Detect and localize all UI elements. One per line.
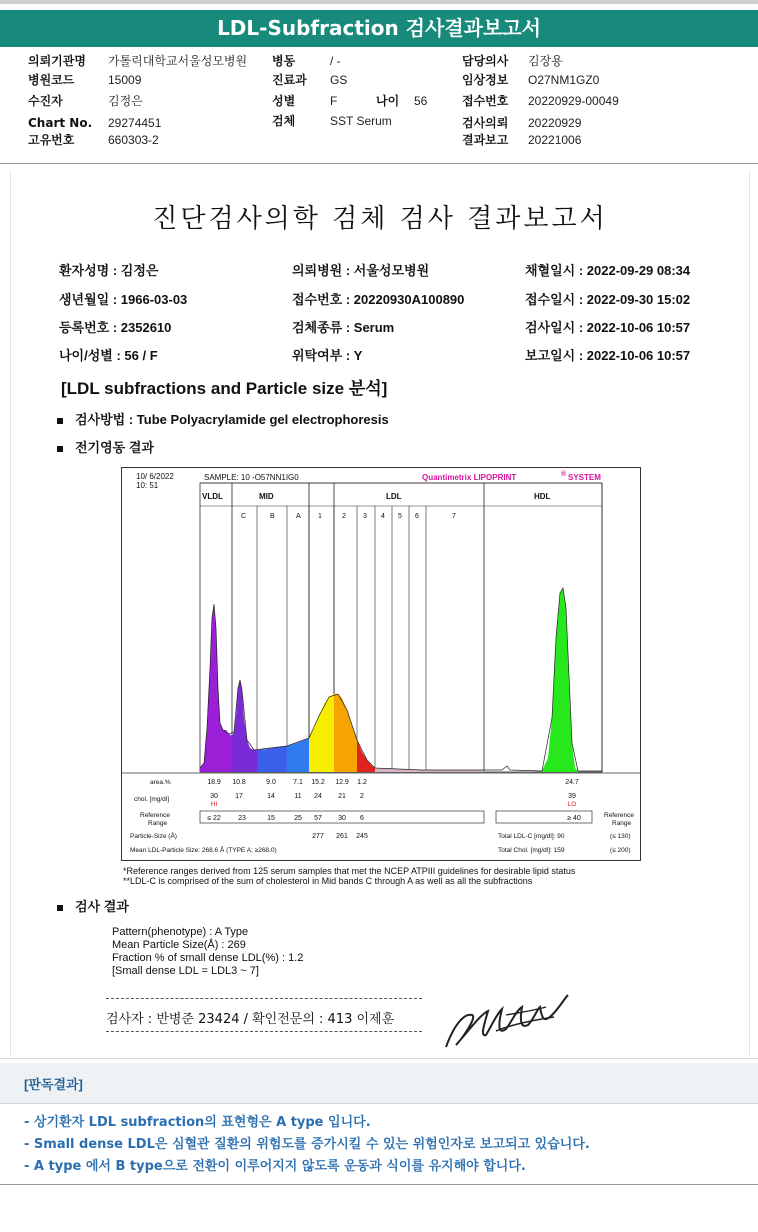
- chol-value: 17: [235, 793, 243, 800]
- area-value: 7.1: [293, 779, 303, 786]
- info-field: 등록번호 : 2352610: [59, 320, 172, 335]
- info-field: 보고일시 : 2022-10-06 10:57: [525, 348, 691, 363]
- header-label: 접수번호: [462, 94, 509, 108]
- row-label-size: Particle-Size (Å): [130, 833, 177, 840]
- bullet-icon: [57, 905, 63, 911]
- mid-band-label: C: [241, 513, 247, 520]
- header-label: 수진자: [28, 94, 63, 108]
- info-field: 검체종류 : Serum: [292, 320, 395, 335]
- header-label: Chart No.: [28, 116, 93, 130]
- area-value: 24.7: [565, 779, 579, 786]
- header-label: 진료과: [272, 73, 307, 87]
- ldl-band-label: 2: [342, 513, 346, 520]
- header-value: 김장용: [528, 54, 563, 68]
- header-value: / -: [330, 54, 341, 68]
- finding-line: - 상기환자 LDL subfraction의 표현형은 A type 입니다.: [24, 1115, 371, 1130]
- header-label: 나이: [376, 94, 400, 108]
- sample-id: SAMPLE: 10 -O57NN1IG0: [204, 473, 299, 482]
- region-label-mid: MID: [259, 492, 274, 501]
- area-value: 15.2: [311, 779, 325, 786]
- section-divider: [0, 1103, 758, 1104]
- findings-header: [0, 1063, 758, 1103]
- info-field: 생년월일 : 1966-03-03: [59, 292, 188, 307]
- header-label: 병원코드: [28, 73, 75, 87]
- reference-value: 30: [338, 815, 346, 822]
- result-title: 검사 결과: [75, 899, 129, 914]
- electro-title: 전기영동 결과: [75, 440, 154, 455]
- mean-size-line: Mean LDL-Particle Size: 268.6 Å (TYPE A; ≥268.0): [130, 847, 277, 854]
- density-curve: [200, 588, 602, 771]
- findings-body: [24, 1112, 590, 1178]
- particle-size: 261: [336, 833, 348, 840]
- info-field: 나이/성별 : 56 / F: [59, 348, 158, 363]
- mid-band-label: B: [270, 513, 275, 520]
- result-line: Fraction % of small dense LDL(%) : 1.2: [112, 952, 304, 964]
- reference-value: ≤ 22: [207, 815, 221, 822]
- ldl-band-label: 1: [318, 513, 322, 520]
- brand-suffix: SYSTEM: [568, 473, 601, 482]
- flag-lo: LO: [567, 801, 577, 808]
- info-field: 환자성명 : 김정은: [59, 263, 159, 278]
- total-chol: Total Chol. [mg/dl]: 159: [498, 847, 565, 854]
- report-title: 진단검사의학 검체 검사 결과보고서: [152, 204, 608, 234]
- signature-rule: [106, 998, 422, 999]
- particle-size: 277: [312, 833, 324, 840]
- region-label-ldl: LDL: [386, 492, 402, 501]
- chol-value: 11: [294, 793, 302, 800]
- reference-right-label: Range: [612, 820, 632, 827]
- area-value: 1.2: [357, 779, 367, 786]
- header-value: O27NM1GZ0: [528, 73, 600, 87]
- header-label: 담당의사: [462, 54, 509, 68]
- brand-label: Quantimetrix LIPOPRINT: [422, 473, 517, 482]
- signature-rule: [106, 1031, 422, 1032]
- lipoprint-chart: [121, 467, 641, 861]
- ldl1-area: [309, 694, 334, 772]
- result-block: [112, 926, 303, 978]
- header-value: 김정은: [108, 94, 143, 108]
- header-label: 검사의뢰: [462, 116, 509, 130]
- header-label: 검체: [272, 114, 296, 128]
- reference-value: 23: [238, 815, 246, 822]
- info-field: 접수일시 : 2022-09-30 15:02: [525, 292, 691, 307]
- electrophoresis-plot: [122, 468, 640, 860]
- header-value: 660303-2: [108, 133, 159, 147]
- total-ldl: Total LDL-C [mg/dl]: 90: [498, 833, 565, 840]
- particle-size: 245: [356, 833, 368, 840]
- reference-value: 15: [267, 815, 275, 822]
- reference-value: 57: [314, 815, 322, 822]
- info-field: 위탁여부 : Y: [292, 348, 363, 363]
- finding-line: - Small dense LDL은 심혈관 질환의 위험도를 증가시킬 수 있는 위험인자로 보고되고 있습니다.: [24, 1137, 590, 1152]
- total-ldl-ref: (≤ 130): [610, 833, 631, 840]
- row-label-ref: Reference: [140, 812, 170, 819]
- info-field: 의뢰병원 : 서울성모병원: [292, 263, 430, 278]
- ldl-band-label: 5: [398, 513, 402, 520]
- ldl-band-label: 4: [381, 513, 385, 520]
- mid-c-area: [232, 680, 257, 772]
- header-label: 임상정보: [462, 73, 509, 87]
- chol-value: 14: [267, 793, 275, 800]
- page-title: LDL-Subfraction 검사결과보고서: [0, 10, 758, 47]
- area-value: 12.9: [335, 779, 349, 786]
- result-line: Pattern(phenotype) : A Type: [112, 926, 249, 938]
- header-value: 20220929: [528, 116, 582, 130]
- header-label: 성별: [272, 94, 296, 108]
- electro-heading: [57, 437, 154, 456]
- region-label-vldl: VLDL: [202, 492, 223, 501]
- brand-mark: ®: [561, 471, 567, 478]
- chol-value: 39: [568, 793, 576, 800]
- bullet-icon: [57, 418, 63, 424]
- chart-note: **LDL-C is comprised of the sum of cholesterol in Mid bands C through A as well as all the subfractions: [123, 876, 533, 886]
- header-value: F: [330, 94, 338, 108]
- mid-a-area: [287, 738, 309, 772]
- mid-band-label: A: [296, 513, 301, 520]
- reference-value: ≥ 40: [567, 815, 581, 822]
- bullet-icon: [57, 446, 63, 452]
- header-value: 20221006: [528, 133, 582, 147]
- chol-value: 2: [360, 793, 364, 800]
- method-text: 검사방법 : Tube Polyacrylamide gel electrophoresis: [75, 412, 389, 427]
- info-field: 접수번호 : 20220930A100890: [292, 292, 465, 307]
- header-label: 의뢰기관명: [28, 54, 86, 68]
- ldl-band-label: 6: [415, 513, 419, 520]
- row-label-chol: chol. [mg/dl]: [134, 796, 170, 803]
- ldl-band-label: 3: [363, 513, 367, 520]
- row-label-ref: Range: [148, 820, 168, 827]
- header-label: 병동: [272, 54, 296, 68]
- findings-title: [판독결과]: [24, 1077, 83, 1092]
- region-label-hdl: HDL: [534, 492, 551, 501]
- signature-line: 검사자 : 반병준 23424 / 확인전문의 : 413 이제훈: [106, 1012, 395, 1027]
- header-value: 56: [414, 94, 428, 108]
- area-value: 10.8: [232, 779, 246, 786]
- report-document: [10, 170, 750, 1055]
- area-value: 9.0: [266, 779, 276, 786]
- total-chol-ref: (≤ 200): [610, 847, 631, 854]
- chart-time: 10: 51: [136, 481, 159, 490]
- chol-value: 21: [338, 793, 346, 800]
- bottom-divider: [0, 1184, 758, 1185]
- handwritten-signature: [436, 985, 571, 1055]
- method-line: [57, 409, 389, 428]
- header-value: GS: [330, 73, 348, 87]
- chol-value: 24: [314, 793, 322, 800]
- flag-hi: HI: [210, 801, 218, 808]
- info-field: 채혈일시 : 2022-09-29 08:34: [525, 263, 691, 278]
- header-divider: [0, 163, 758, 164]
- ldl-band-label: 7: [452, 513, 456, 520]
- chol-value: 30: [210, 793, 218, 800]
- reference-right-label: Reference: [604, 812, 634, 819]
- finding-line: - A type 에서 B type으로 전환이 이루어지지 않도록 운동과 식이를 유지해야 합니다.: [24, 1159, 526, 1174]
- header-value: 15009: [108, 73, 142, 87]
- header-row: [28, 52, 86, 70]
- header-value: 29274451: [108, 116, 162, 130]
- result-line: [Small dense LDL = LDL3 ~ 7]: [112, 965, 259, 977]
- chart-date: 10/ 6/2022: [136, 472, 174, 481]
- result-line: Mean Particle Size(Å) : 269: [112, 939, 246, 951]
- header-value: 20220929-00049: [528, 94, 619, 108]
- header-label: 고유번호: [28, 133, 75, 147]
- ldl2-area: [334, 694, 357, 772]
- header-label: 결과보고: [462, 133, 509, 147]
- mid-b-area: [257, 746, 287, 772]
- chart-note: *Reference ranges derived from 125 serum samples that met the NCEP ATPIII guidelines for desirable lipid status: [123, 866, 576, 876]
- plot-frame: [200, 483, 602, 772]
- header-value: SST Serum: [330, 114, 392, 128]
- header-value: 가톨릭대학교서울성모병원: [108, 54, 248, 68]
- patient-header: [0, 52, 758, 162]
- area-value: 18.9: [207, 779, 221, 786]
- reference-value: 6: [360, 815, 364, 822]
- row-label-area: area.%: [150, 779, 171, 786]
- top-strip: [0, 0, 758, 4]
- chart-notes: [123, 866, 575, 886]
- reference-value: 25: [294, 815, 302, 822]
- section-heading: [LDL subfractions and Particle size 분석]: [61, 379, 388, 398]
- info-field: 검사일시 : 2022-10-06 10:57: [525, 320, 691, 335]
- result-heading: [57, 896, 129, 915]
- section-divider: [0, 1058, 758, 1059]
